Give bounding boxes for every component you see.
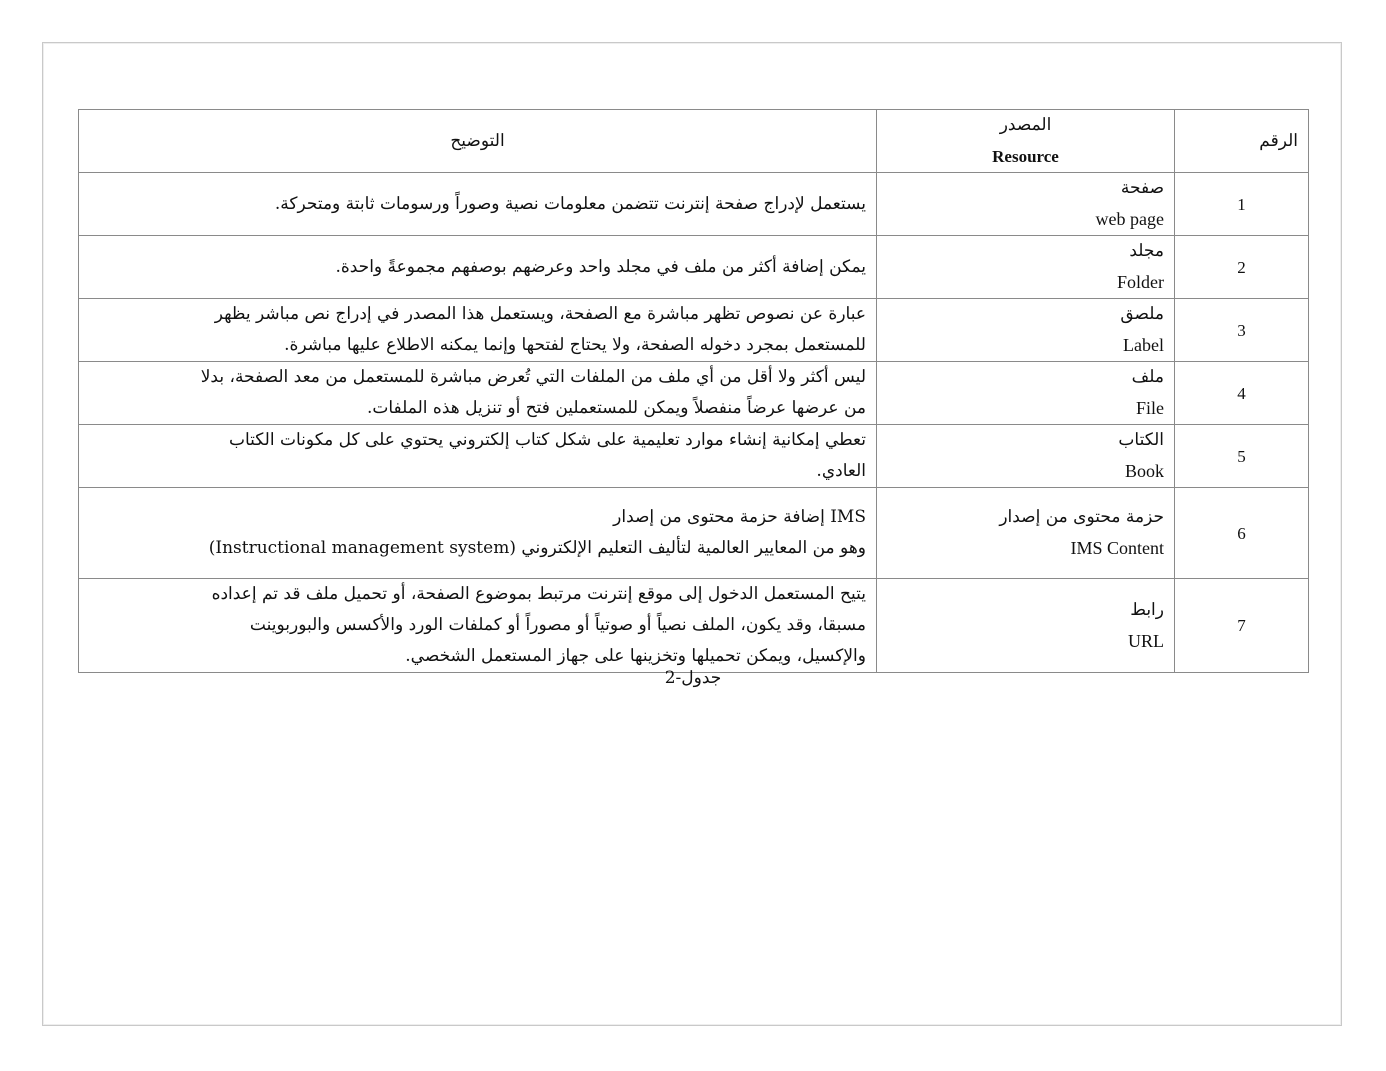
table-caption: جدول-2 (664, 668, 722, 688)
resources-table (78, 109, 1309, 673)
description-line: عبارة عن نصوص تظهر مباشرة مع الصفحة، ويستعمل هذا المصدر في إدراج نص مباشر يظهر (214, 304, 866, 324)
header-number: الرقم (1175, 110, 1309, 173)
description-line: تعطي إمكانية إنشاء موارد تعليمية على شكل كتاب إلكتروني يحتوي على كل مكونات الكتاب (228, 430, 866, 450)
row-source (877, 362, 1175, 425)
table-row (79, 579, 1309, 673)
description-line: وهو من المعايير العالمية لتأليف التعليم الإلكتروني (Instructional management system) (208, 538, 866, 558)
table-header-row (79, 110, 1309, 173)
row-source-ar: الكتاب (1118, 430, 1164, 450)
row-source-ar: حزمة محتوى من إصدار (999, 507, 1164, 527)
table-row (79, 299, 1309, 362)
description-line: العادي. (816, 461, 866, 481)
row-source-ar: ملصق (1120, 304, 1164, 324)
description-line: مسبقا، وقد يكون، الملف نصياً أو صوتياً أو مصوراً أو كملفات الورد والأكسس والبوربوينت (249, 615, 866, 635)
row-source-ar: رابط (1130, 599, 1164, 620)
row-source-ar: صفحة (1120, 178, 1164, 198)
row-number: 7 (1175, 579, 1309, 673)
row-number: 6 (1175, 488, 1309, 579)
description-line: يمكن إضافة أكثر من ملف في مجلد واحد وعرضهم بوصفهم مجموعةً واحدة. (335, 256, 866, 277)
row-description (79, 362, 877, 425)
header-source (877, 110, 1175, 173)
row-description (79, 425, 877, 488)
description-line: يستعمل لإدراج صفحة إنترنت تتضمن معلومات نصية وصوراً ورسومات ثابتة ومتحركة. (274, 193, 866, 214)
table-row (79, 236, 1309, 299)
row-description (79, 299, 877, 362)
row-source (877, 299, 1175, 362)
row-source-ar: ملف (1131, 367, 1164, 387)
row-source (877, 236, 1175, 299)
row-description (79, 488, 877, 579)
row-source-ar: مجلد (1129, 241, 1164, 261)
row-description (79, 579, 877, 673)
row-source-en: IMS Content (1070, 538, 1164, 558)
header-description: التوضيح (79, 110, 877, 173)
description-line: والإكسيل، ويمكن تحميلها وتخزينها على جهاز المستعمل الشخصي. (405, 646, 866, 666)
description-line: من عرضها عرضاً منفصلاً ويمكن للمستعملين فتح أو تنزيل هذه الملفات. (366, 398, 866, 418)
table-row (79, 425, 1309, 488)
row-number: 1 (1175, 173, 1309, 236)
description-line: IMS إضافة حزمة محتوى من إصدار (613, 507, 866, 527)
row-source (877, 173, 1175, 236)
table-row (79, 488, 1309, 579)
header-source-en: Resource (992, 147, 1059, 166)
row-number: 2 (1175, 236, 1309, 299)
table-row (79, 362, 1309, 425)
row-source-en: Book (1124, 461, 1164, 481)
row-source-en: Label (1123, 335, 1164, 355)
row-source (877, 425, 1175, 488)
row-source-en: Folder (1117, 272, 1164, 292)
row-number: 5 (1175, 425, 1309, 488)
row-source (877, 488, 1175, 579)
row-source-en: URL (1128, 630, 1164, 651)
row-source-en: web page (1095, 209, 1164, 229)
table-row (79, 173, 1309, 236)
description-line: ليس أكثر ولا أقل من أي ملف من الملفات التي تُعرض مباشرة للمستعمل من معد الصفحة، بدلا (200, 367, 866, 387)
description-line: للمستعمل بمجرد دخوله الصفحة، ولا يحتاج لفتحها وإنما يمكنه الاطلاع عليها مباشرة. (284, 335, 866, 355)
row-number: 3 (1175, 299, 1309, 362)
row-description (79, 173, 877, 236)
row-source-en: File (1135, 398, 1164, 418)
row-description (79, 236, 877, 299)
row-number: 4 (1175, 362, 1309, 425)
description-line: يتيح المستعمل الدخول إلى موقع إنترنت مرتبط بموضوع الصفحة، أو تحميل ملف قد تم إعداده (211, 584, 866, 604)
row-source (877, 579, 1175, 673)
header-source-ar: المصدر (999, 115, 1052, 135)
